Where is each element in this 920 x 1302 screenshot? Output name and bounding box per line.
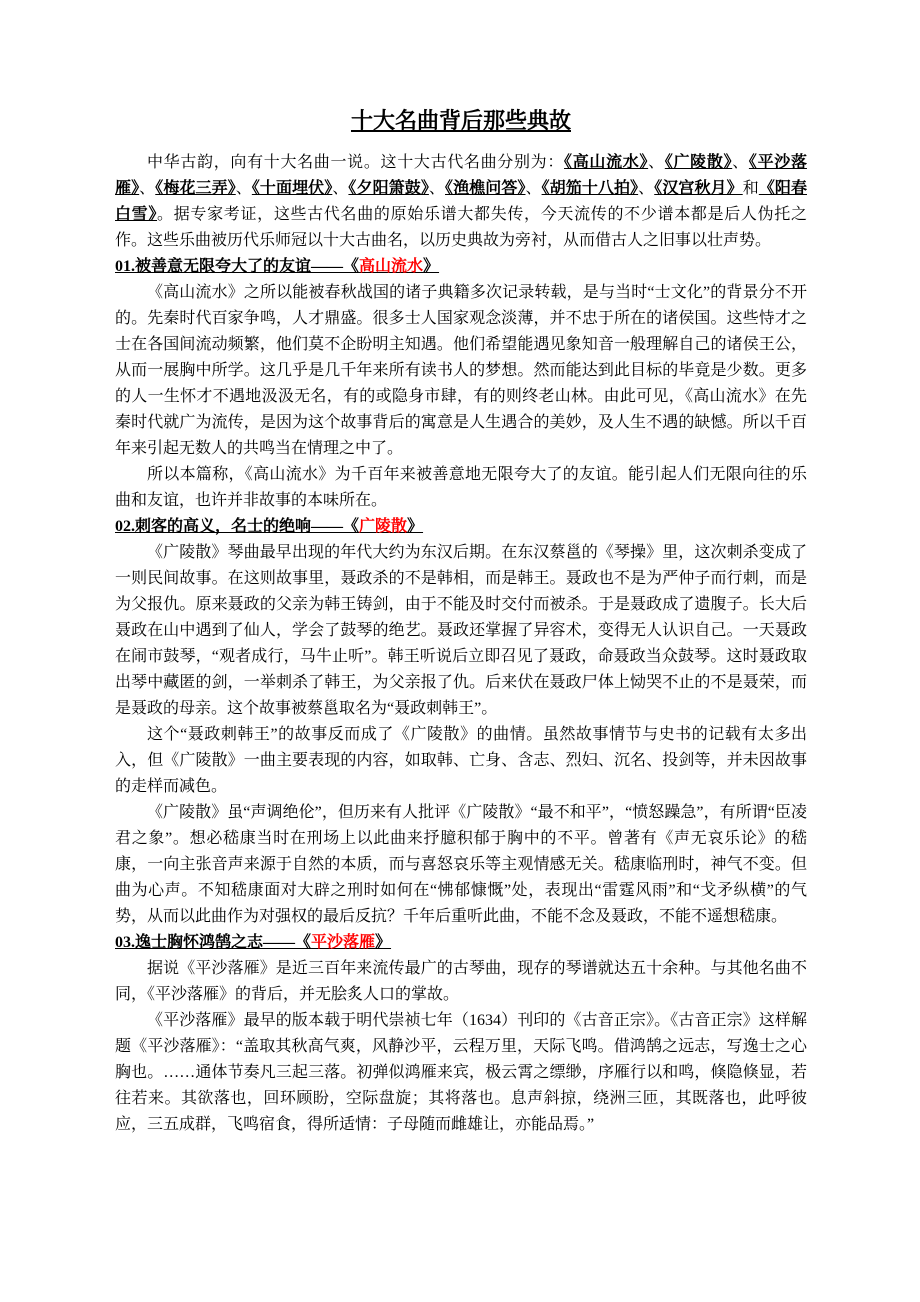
text-segment: 中华古韵，向有十大名曲一说。这十大古代名曲分别为： bbox=[147, 154, 565, 171]
highlighted-song-title: 高山流水 bbox=[359, 258, 424, 275]
text-segment: 03.逸士胸怀鸿鹄之志——《 bbox=[115, 934, 312, 951]
paragraph: 所以本篇称，《高山流水》为千百年来被善意地无限夸大了的友谊。能引起人们无限向往的乐曲和友谊，也许并非故事的本味所在。 bbox=[115, 466, 807, 509]
song-title: 《汉宫秋月》 bbox=[654, 180, 743, 197]
paragraph: 《平沙落雁》最早的版本载于明代崇祯七年（1634）刊印的《古音正宗》。《古音正宗》这样解题《平沙落雁》：“盖取其秋高气爽，风静沙平，云程万里，天际飞鸣。借鸿鹄之远志，写逸士之心胸也。……通体节奏凡三起三落。初弹似鸿雁来宾，极云霄之缥缈，序雁行以和鸣，倏隐倏显，若往若来。其欲落也，回环顾盼，空际盘旋；其将落也。息声斜掠，绕洲三匝，其既落也，此呼彼应，三五成群，飞鸣宿食，得所适情：子母随而雌雄让，亦能品焉。” bbox=[115, 1012, 807, 1133]
text-segment: 、 bbox=[732, 154, 749, 171]
song-title: 《平沙落雁》 bbox=[115, 154, 807, 197]
text-segment: 和 bbox=[742, 180, 759, 197]
text-segment: 》 bbox=[407, 518, 424, 535]
song-title: 《渔樵问答》 bbox=[445, 180, 526, 197]
paragraph: 《高山流水》之所以能被春秋战国的诸子典籍多次记录转载，是与当时“士文化”的背景分不开的。先秦时代百家争鸣，人才鼎盛。很多士人国家观念淡薄，并不忠于所在的诸侯国。这些恃才之士在各国间流动频繁，他们莫不企盼明主知遇。他们希望能遇见象知音一般理解自己的诸侯王公，从而一展胸中所学。这几乎是几千年来所有读书人的梦想。然而能达到此目标的毕竟是少数。更多的人一生怀才不遇地汲汲无名，有的或隐身市肆，有的则终老山林。由此可见，《高山流水》在先秦时代就广为流传，是因为这个故事背后的寓意是人生遇合的美妙，及人生不遇的缺憾。所以千百年来引起无数人的共鸣当在情理之中了。 bbox=[115, 284, 807, 457]
song-title: 《梅花三弄》 bbox=[155, 180, 236, 197]
paragraph: 这个“聂政刺韩王”的故事反而成了《广陵散》的曲情。虽然故事情节与史书的记载有太多出入，但《广陵散》一曲主要表现的内容，如取韩、亡身、含志、烈妇、沉名、投剑等，并未因故事的走样而减色。 bbox=[115, 726, 807, 795]
song-title: 《十面埋伏》 bbox=[251, 180, 333, 197]
text-segment: 、 bbox=[648, 154, 665, 171]
section-heading-02 bbox=[115, 514, 807, 540]
text-segment: 02.刺客的高义，名士的绝响——《 bbox=[115, 518, 360, 535]
intro-paragraph bbox=[115, 150, 807, 254]
paragraph: 《广陵散》琴曲最早出现的年代大约为东汉后期。在东汉蔡邕的《琴操》里，这次刺杀变成了一则民间故事。在这则故事里，聂政杀的不是韩相，而是韩王。聂政也不是为严仲子而行刺，而是为父报仇。原来聂政的父亲为韩王铸剑，由于不能及时交付而被杀。于是聂政成了遗腹子。长大后聂政在山中遇到了仙人，学会了鼓琴的绝艺。聂政还掌握了异容术，变得无人认识自己。一天聂政在闹市鼓琴，“观者成行，马牛止听”。韩王听说后立即召见了聂政，命聂政当众鼓琴。这时聂政取出琴中藏匿的剑，一举刺杀了韩王，为父亲报了仇。后来伏在聂政尸体上恸哭不止的不是聂荣，而是聂政的母亲。这个故事被蔡邕取名为“聂政刺韩王”。 bbox=[115, 544, 807, 717]
text-segment: 》 bbox=[375, 934, 392, 951]
highlighted-song-title: 广陵散 bbox=[359, 518, 408, 535]
text-segment: 01.被善意无限夸大了的友谊——《 bbox=[115, 258, 360, 275]
text-segment: 、 bbox=[139, 180, 156, 197]
document-title: 十大名曲背后那些典故 bbox=[350, 108, 571, 133]
song-title: 《胡笳十八拍》 bbox=[541, 180, 639, 197]
paragraph: 《广陵散》虽“声调绝伦”，但历来有人批评《广陵散》“最不和平”，“愤怒躁急”，有所谓“臣凌君之象”。想必嵇康当时在刑场上以此曲来抒臆积郁于胸中的不平。曾著有《声无哀乐论》的嵇康，一向主张音声来源于自然的本质，而与喜怒哀乐等主观情感无关。嵇康临刑时，神气不变。但曲为心声。不知嵇康面对大辟之刑时如何在“怫郁慷慨”处，表现出“雷霆风雨”和“戈矛纵横”的气势，从而以此曲作为对强权的最后反抗？千年后重听此曲，不能不念及聂政，不能不遥想嵇康。 bbox=[115, 804, 807, 925]
section-heading-01 bbox=[115, 254, 807, 280]
highlighted-song-title: 平沙落雁 bbox=[311, 934, 376, 951]
text-segment: 。据专家考证，这些古代名曲的原始乐谱大都失传，今天流传的不少谱本都是后人伪托之作。这些乐曲被历代乐师冠以十大古曲名，以历史典故为旁衬，从而借古人之旧事以壮声势。 bbox=[115, 206, 807, 249]
song-title: 《阳春白雪》 bbox=[115, 180, 807, 223]
song-title: 《夕阳箫鼓》 bbox=[348, 180, 429, 197]
text-segment: 、 bbox=[638, 180, 655, 197]
song-title: 《广陵散》 bbox=[664, 154, 733, 171]
song-title: 《高山流水》 bbox=[564, 154, 649, 171]
text-segment: 、 bbox=[525, 180, 542, 197]
section-heading-03 bbox=[115, 930, 807, 956]
text-segment: 、 bbox=[332, 180, 349, 197]
paragraph: 据说《平沙落雁》是近三百年来流传最广的古琴曲，现存的琴谱就达五十余种。与其他名曲不同，《平沙落雁》的背后，并无脍炙人口的掌故。 bbox=[115, 960, 807, 1003]
text-segment: 、 bbox=[428, 180, 445, 197]
text-segment: 、 bbox=[235, 180, 252, 197]
text-segment: 》 bbox=[423, 258, 440, 275]
